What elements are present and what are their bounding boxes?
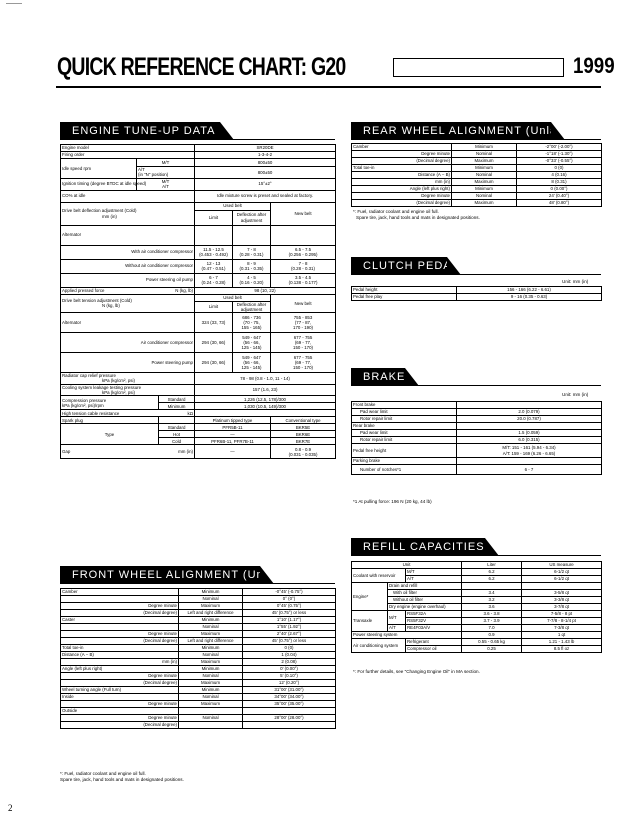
rs5f32v-liter: 3.7 - 3.9: [462, 618, 522, 625]
front-note-2: Spare tire, jack, hand tools and mats in designated positions.: [60, 777, 184, 782]
belt-deflection-label: Drive belt deflection adjustment (Cold) mm (in): [61, 202, 195, 225]
ps-pump-label: Power steering oil pump: [61, 273, 195, 287]
front-angle-nom: 5' (0.10°): [243, 673, 336, 680]
ac-compressor-label: With air conditioner compressor: [61, 245, 195, 259]
inside-max: 35°00' (35.00°): [243, 701, 336, 708]
clutch-heading-rule: [351, 274, 601, 275]
front-caster-min: 1°10' (1.17°): [243, 617, 336, 624]
idle-mt: M/T: [137, 159, 195, 167]
refrigerant-liter: 0.55 - 0.65 kg: [462, 639, 522, 646]
plug-gap-label: Gap mm (in): [61, 445, 195, 459]
engine-model-label: Engine model: [61, 145, 195, 152]
rear-note-2: Spare tire, jack, hand tools and mats in designated positions.: [356, 215, 480, 220]
inside-min: 31°00' (31.00°): [243, 687, 336, 694]
platinum-header: Platinum tipped type: [195, 417, 271, 424]
tension-ps-after: 549 - 647 (56 - 66, 125 - 145): [233, 353, 271, 373]
coolant-mt-liter: 6.2: [462, 569, 522, 576]
pedal-play-label: Pedal free play: [352, 294, 457, 301]
rear-rotor-limit: 6.0 (0.315): [457, 437, 602, 444]
compression-min-value: 1,030 (10.5, 149)/300: [195, 403, 336, 410]
front-toe-min: 0 (0): [243, 645, 336, 652]
model-year: 1999: [573, 53, 615, 78]
page-number: 2: [8, 803, 13, 813]
rear-alignment-table: Camber Minimum -2°00' (-2.00°) Degree minute Nominal -1°18' (-1.30°) (Decimal degree) Maximum -0°33' (-0.55°) Total toe-in Minimum 0 (0) Distance (A − B) Nominal 4 (0.16) mm (in) Maximum 8 (0.31) Angle (left plus right) Minimum 0 (0.00°) Degree minute Nominal 24' (0.40°) (Decimal degree) Maximum 48' (0.80°): [351, 143, 601, 207]
rear-angle-nom: 24' (0.40°): [517, 193, 602, 200]
plug-gap-conventional: 0.8 - 0.9 (0.031 - 0.035): [271, 445, 336, 459]
ht-cable-label: High tension cable resistance kΩ: [62, 410, 193, 416]
plug-hot-platinum: —: [195, 431, 271, 438]
tension-ac-new: 677 - 755 (69 - 77, 150 - 170): [271, 333, 336, 353]
front-caster-nom: 1°55' (1.92°): [243, 624, 336, 631]
ignition-timing-value: 15°±2°: [195, 178, 336, 190]
front-heading-rule: [60, 583, 335, 584]
tension-alternator-label: Alternator: [61, 313, 195, 333]
tension-ps-new: 677 - 755 (69 - 77, 150 - 170): [271, 353, 336, 373]
pedal-height-value: 156 - 166 (6.22 - 6.61): [457, 287, 602, 294]
compression-std-value: 1,226 (12.5, 178)/300: [195, 396, 336, 403]
brake-heading: BRAKE: [351, 368, 405, 386]
front-camber-max: 0°45' (0.75°): [243, 603, 336, 610]
rear-angle-min: 0 (0.00°): [517, 186, 602, 193]
plug-cold-platinum: PFR6B-11, PFR7B-11: [195, 438, 271, 445]
plug-gap-platinum: —: [195, 445, 271, 459]
tension-alt-new: 755 - 853 (77 - 87, 170 - 190): [271, 313, 336, 333]
clutch-unit: Unit: mm (in): [562, 279, 589, 284]
front-alignment-heading: FRONT WHEEL ALIGNMENT (Unladen*): [60, 566, 260, 584]
cooling-leak-value: 157 (1.6, 23): [195, 384, 336, 396]
pedal-play-value: 9 - 16 (0.35 - 0.63): [457, 294, 602, 301]
refill-unit-header: Unit: [352, 562, 462, 569]
engine-heading-rule: [60, 139, 335, 140]
tension-alt-limit: 324 (33, 73): [195, 313, 233, 333]
header-rule: [56, 86, 601, 88]
front-brake-label: Front brake: [352, 402, 457, 409]
parking-brake-label: Parking brake: [352, 458, 457, 465]
co-idle-label: CO% at idle: [61, 190, 195, 202]
title-box: [393, 58, 564, 77]
rear-note-1: *: Fuel, radiator coolant and engine oil full.: [353, 209, 439, 214]
rear-angle-max: 48' (0.80°): [517, 200, 602, 207]
radiator-cap-value: 78 - 98 (0.8 - 1.0, 11 - 14): [195, 373, 336, 385]
plug-std-conventional: BKR5E: [271, 424, 336, 431]
coolant-mt-us: 6-1/2 qt: [522, 569, 602, 576]
front-camber-lr: 45' (0.75°) or less: [243, 610, 336, 617]
limit-header: Limit: [195, 210, 233, 225]
front-caster-max: 2°40' (2.67°): [243, 631, 336, 638]
ignition-timing-label: Ignition timing (degree BTDC at idle speed): [61, 178, 137, 190]
tension-used-belt-header: Used belt: [195, 294, 271, 301]
compressor-oil-us: 8.5 fl oz: [522, 646, 602, 653]
power-steering-liter: 0.9: [462, 632, 522, 639]
brake-table: Front brake Pad wear limit 2.0 (0.079) Rotor repair limit 20.0 (0.787) Rear brake Pad wear limit 1.5 (0.059) Rotor repair limit 6.0 (0.315) Pedal free height M/T: 151 - 161 (5.94 - 6.34) A/T: 159 - 169 (6.26 - 6.65) Parking brake Number of notches*1 6 - 7: [351, 401, 601, 475]
applied-force-value: 98 (10, 22): [195, 287, 336, 294]
refrigerant-us: 1.21 - 1.43 lb: [522, 639, 602, 646]
idle-at: A/T (in "N" position): [137, 167, 195, 179]
refill-heading: REFILL CAPACITIES: [351, 538, 485, 556]
applied-force-label: Applied pressed force N (kg, lb): [62, 287, 193, 293]
new-belt-header: New belt: [271, 202, 336, 225]
no-ac-new: 7 - 8 (0.28 - 0.31): [271, 259, 336, 273]
rear-camber-min: -2°00' (-2.00°): [517, 144, 602, 151]
plug-hot-conventional: BKR6E: [271, 431, 336, 438]
wheel-turning-label: Wheel turning angle (Full turn): [61, 687, 179, 694]
with-filter-us: 3-5/8 qt: [522, 590, 602, 597]
re4f03a-us: 7-3/8 qt: [522, 625, 602, 632]
refill-us-header: US measure: [522, 562, 602, 569]
front-camber-nom: 0° (0°): [243, 596, 336, 603]
engine-section-heading: ENGINE TUNE-UP DATA: [60, 122, 220, 140]
tension-ac-label: Air conditioner compressor: [61, 333, 195, 353]
front-caster-lr: 45' (0.75°) or less: [243, 638, 336, 645]
rear-toe-nom: 4 (0.16): [517, 172, 602, 179]
ac-after: 7 - 8 (0.28 - 0.31): [233, 245, 271, 259]
outside-nom: 28°00' (28.00°): [243, 715, 336, 722]
brake-note: *1 At pulling force: 196 N (20 kg, 44 lb): [353, 499, 432, 504]
compressor-oil-liter: 0.25: [462, 646, 522, 653]
tension-new-belt-header: New belt: [271, 294, 336, 313]
coolant-at-us: 6-1/2 qt: [522, 576, 602, 583]
plug-std-label: Standard: [159, 424, 195, 431]
alternator-deflection-label: Alternator: [61, 225, 195, 245]
ac-system-label: Air conditioning system: [352, 639, 406, 653]
rear-heading-rule: [351, 139, 601, 140]
clutch-heading: CLUTCH PEDAL: [351, 257, 447, 275]
ac-new: 6.5 - 7.5 (0.256 - 0.295): [271, 245, 336, 259]
engine-tuneup-table: [60, 144, 335, 459]
plug-type-label: Type: [61, 424, 159, 445]
rear-camber-label: Camber: [352, 144, 452, 151]
rs5f32v-us: 7-7/8 - 8-1/4 pt: [522, 618, 602, 625]
rear-alignment-heading: REAR WHEEL ALIGNMENT (Unladen*): [351, 122, 551, 140]
rs5f32a-us: 7-5/8 - 8 pt: [522, 611, 602, 618]
front-note-1: *: Fuel, radiator coolant and engine oil full.: [60, 771, 146, 776]
with-filter-liter: 3.4: [462, 590, 522, 597]
plug-std-platinum: PFR5B-11: [195, 424, 271, 431]
front-camber-label: Camber: [61, 589, 179, 596]
front-toe-max: 2 (0.08): [243, 659, 336, 666]
rear-toe-max: 8 (0.31): [517, 179, 602, 186]
front-camber-min: -0°45' (-0.75°): [243, 589, 336, 596]
ps-limit: 6 - 7 (0.24 - 0.28): [195, 273, 233, 287]
engine-model-value: SR20DE: [195, 145, 336, 152]
no-ac-after: 8 - 9 (0.31 - 0.35): [233, 259, 271, 273]
power-steering-us: 1 qt: [522, 632, 602, 639]
tension-ps-label: Power steering pump: [61, 353, 195, 373]
belt-tension-label: Drive belt tension adjustment (Cold) N (kg, lb): [61, 294, 195, 313]
rear-toe-label: Total toe-in: [352, 165, 452, 172]
spark-plug-label: Spark plug: [61, 417, 159, 424]
pedal-free-height-value: M/T: 151 - 161 (5.94 - 6.34) A/T: 159 - 169 (6.26 - 6.65): [457, 444, 602, 458]
plug-cold-conventional: BKR7E: [271, 438, 336, 445]
idle-mt-value: 800±50: [195, 159, 336, 167]
used-belt-header: Used belt: [195, 202, 271, 210]
front-rotor-limit: 20.0 (0.787): [457, 416, 602, 423]
conventional-header: Conventional type: [271, 417, 336, 424]
pedal-free-height-label: Pedal free height: [352, 444, 457, 458]
compression-std-label: Standard: [159, 396, 195, 403]
front-toe-nom: 1 (0.04): [243, 652, 336, 659]
rear-camber-nom: -1°18' (-1.30°): [517, 151, 602, 158]
idle-speed-label: Idle speed rpm: [61, 159, 137, 179]
pedal-height-label: Pedal height: [352, 287, 457, 294]
refill-table: Unit Liter US measure Coolant with reservoir M/T 6.2 6-1/2 qt A/T 6.2 6-1/2 qt Engine* Drain and refill With oil filter 3.4 3-5/8 qt Without oil filter 3.2 3-3/8 qt Dry engine (engine overhaul) 3.6 3-7/8 qt Transaxle M/T RS5F32A 3.6 - 3.8 7-5/8 - 8 pt RS5F32V 3.7 - 3.9 7-7/8 - 8-1/4 pt A/T RE4F03A/V 7.0 7-3/8 qt Power steering system 0.9 1 qt Air conditioning system Refrigerant 0.55 - 0.65 kg 1.21 - 1.43 lb Compressor oil 0.25 8.5 fl oz: [351, 561, 601, 653]
firing-order-value: 1-3-4-2: [195, 152, 336, 159]
ac-limit: 11.5 - 12.5 (0.453 - 0.492): [195, 245, 233, 259]
brake-unit: Unit: mm (in): [562, 392, 589, 397]
front-toe-label: Total toe-in: [61, 645, 179, 652]
tension-alt-after: 686 - 736 (70 - 75, 155 - 165): [233, 313, 271, 333]
tension-ac-after: 549 - 647 (56 - 66, 125 - 145): [233, 333, 271, 353]
tension-limit-header: Limit: [195, 301, 233, 313]
brake-heading-rule: [351, 385, 601, 386]
tension-ac-limit: 294 (30, 66): [195, 333, 233, 353]
refill-note: *: For further details, see "Changing Engine Oil" in MA section.: [353, 669, 480, 674]
coolant-at-liter: 6.2: [462, 576, 522, 583]
front-angle-min: 0' (0.00°): [243, 666, 336, 673]
no-ac-limit: 12 - 13 (0.47 - 0.51): [195, 259, 233, 273]
ps-after: 4 - 5 (0.16 - 0.20): [233, 273, 271, 287]
front-pad-limit: 2.0 (0.079): [457, 409, 602, 416]
rear-pad-limit: 1.5 (0.059): [457, 430, 602, 437]
rear-toe-min: 0 (0): [517, 165, 602, 172]
corner-mark: [6, 3, 22, 4]
rear-brake-label: Rear brake: [352, 423, 457, 430]
no-ac-compressor-label: Without air conditioner compressor: [61, 259, 195, 273]
deflection-after-header: Deflection after adjustment: [233, 210, 271, 225]
plug-hot-label: Hot: [159, 431, 195, 438]
refill-liter-header: Liter: [462, 562, 522, 569]
notches-value: 6 - 7: [457, 465, 602, 475]
transaxle-label: Transaxle: [352, 611, 388, 632]
tension-after-header: Deflection after adjustment: [233, 301, 271, 313]
radiator-cap-label: Radiator cap relief pressure kPa (kg/cm², psi): [61, 373, 195, 385]
rear-camber-max: -0°33' (-0.55°): [517, 158, 602, 165]
cooling-leak-label: Cooling system leakage testing pressure kPa (kg/cm², psi): [61, 384, 195, 396]
compression-label: Compression pressure kPa (kg/cm², psi)/rpm: [61, 396, 159, 410]
front-caster-label: Caster: [61, 617, 179, 624]
engine-oil-label: Engine*: [352, 583, 388, 611]
without-filter-liter: 3.2: [462, 597, 522, 604]
refill-heading-rule: [351, 555, 601, 556]
re4f03a-liter: 7.0: [462, 625, 522, 632]
inside-nom: 34°00' (34.00°): [243, 694, 336, 701]
rs5f32a-liter: 3.6 - 3.8: [462, 611, 522, 618]
ignition-mt-at: M/T A/T: [137, 178, 195, 190]
page-title: QUICK REFERENCE CHART: G20: [57, 53, 346, 81]
idle-at-value: 800±50: [195, 167, 336, 179]
dry-engine-us: 3-7/8 qt: [522, 604, 602, 611]
ps-new: 3.5 - 4.5 (0.138 - 0.177): [271, 273, 336, 287]
plug-cold-label: Cold: [159, 438, 195, 445]
power-steering-label: Power steering system: [352, 632, 462, 639]
tension-ps-limit: 294 (30, 66): [195, 353, 233, 373]
co-idle-value: Idle mixture screw is preset and sealed at factory.: [195, 190, 336, 202]
without-filter-us: 3-3/8 qt: [522, 597, 602, 604]
dry-engine-liter: 3.6: [462, 604, 522, 611]
coolant-label: Coolant with reservoir: [352, 569, 406, 583]
front-angle-max: 12' (0.20°): [243, 680, 336, 687]
firing-order-label: Firing order: [61, 152, 195, 159]
front-alignment-table: Camber Minimum -0°45' (-0.75°) Nominal 0° (0°) Degree minute Maximum 0°45' (0.75°) (Decimal degree) Left and right difference 45' (0.75°) or less Caster Minimum 1°10' (1.17°) Nominal 1°55' (1.92°) Degree minute Maximum 2°40' (2.67°) (Decimal degree) Left and right difference 45' (0.75°) or less Total toe-in Minimum 0 (0) Distance (A − B) Nominal 1 (0.04) mm (in) Maximum 2 (0.08) Angle (left plus right) Minimum 0' (0.00°) Degree minute Nominal 5' (0.10°) (Decimal degree) Maximum 12' (0.20°) Wheel turning angle (Full turn) Minimum 31°00' (31.00°) Inside Nominal 34°00' (34.00°) Degree minute Maximum 35°00' (35.00°) Outside Degree minute Nominal 28°00' (28.00°) (Decimal degree): [60, 588, 335, 729]
clutch-table: [351, 286, 601, 301]
compression-min-label: Minimum: [159, 403, 195, 410]
